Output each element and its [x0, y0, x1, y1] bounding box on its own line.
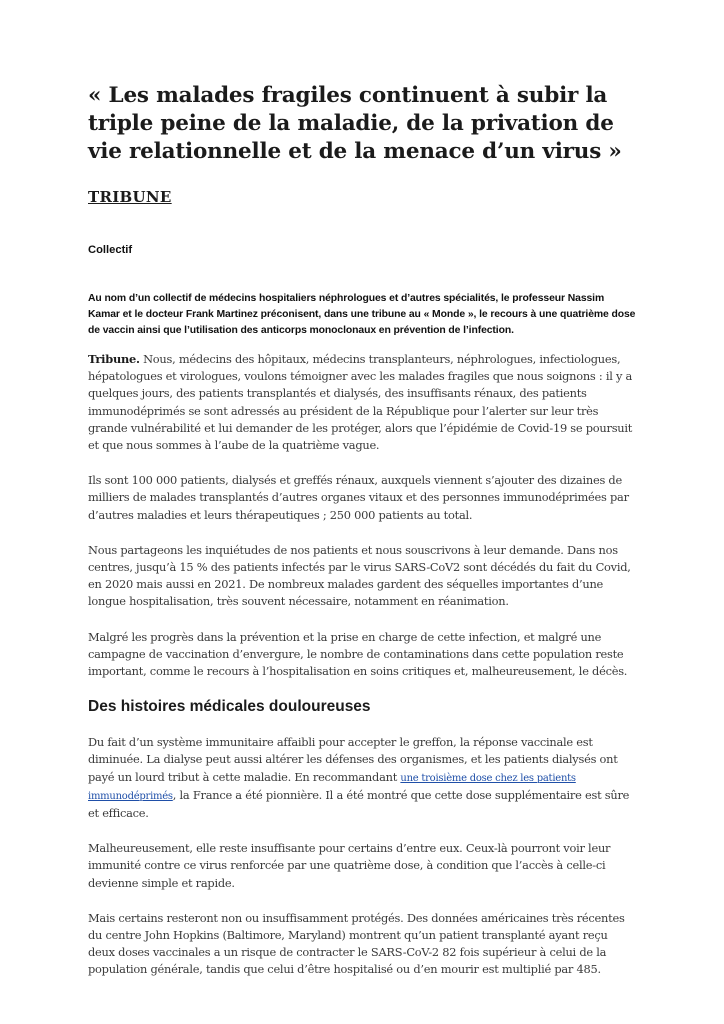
paragraph-1 — [88, 351, 636, 454]
paragraph-5-after: , la France a été pionnière. Il a été montré que cette dose supplémentaire est sûre et efficace. — [88, 787, 630, 821]
category-label: TRIBUNE — [88, 188, 172, 206]
paragraph-4: Malgré les progrès dans la prévention et la prise en charge de cette infection, et malgré une campagne de vaccination d’envergure, le nombre de contaminations dans cette population reste important, comme le recours à l’hospitalisation en soins critiques et, malheureusement, le décès. — [88, 629, 628, 679]
paragraph-1-tag: Tribune. — [88, 352, 140, 366]
paragraph-7: Mais certains resteront non ou insuffisamment protégés. Des données américaines très récentes du centre John Hopkins (Baltimore, Maryland) montrent qu’un patient transplanté ayant reçu deux doses vaccinales a un risque de contracter le SARS-CoV-2 82 fois supérieur à celui de la population générale, tandis que celui d’être hospitalisé ou d’en mourir est multiplié par 485. — [88, 910, 625, 977]
paragraph-5 — [88, 734, 636, 822]
author-line: Collectif — [88, 244, 133, 256]
article-title: « Les malades fragiles continuent à subir la triple peine de la maladie, de la privation de vie relationnelle et de la menace d’un virus » — [88, 83, 622, 164]
section-subheading: Des histoires médicales douloureuses — [88, 698, 371, 716]
paragraph-3: Nous partageons les inquiétudes de nos patients et nous souscrivons à leur demande. Dans nos centres, jusqu’à 15 % des patients infectés par le virus SARS-CoV2 sont décédés du fait du Covid, en 2020 mais aussi en 2021. De nombreux malades gardent des séquelles importantes d’une longue hospitalisation, très souvent nécessaire, notamment en réanimation. — [88, 542, 631, 609]
paragraph-5-before: Du fait d’un système immunitaire affaibli pour accepter le greffon, la réponse vaccinale est diminuée. La dialyse peut aussi altérer les défenses des organismes, et les patients dialysés ont payé un lourd tribut à cette maladie. En recommandant — [88, 735, 618, 784]
third-dose-link[interactable]: une troisième dose chez les patients immunodéprimés — [88, 772, 576, 802]
paragraph-6: Malheureusement, elle reste insuffisante pour certains d’entre eux. Ceux-là pourront voir leur immunité contre ce virus renforcée par une quatrième dose, à condition que l’accès à celle-ci devienne simple et rapide. — [88, 841, 611, 890]
article-lead: Au nom d’un collectif de médecins hospitaliers néphrologues et d’autres spécialités, le professeur Nassim Kamar et le docteur Frank Martinez préconisent, dans une tribune au « Monde », le recours à une quatrième dose de vaccin ainsi que l’utilisation des anticorps monoclonaux en prévention de l’infection. — [88, 293, 636, 336]
paragraph-1-text: Nous, médecins des hôpitaux, médecins transplanteurs, néphrologues, infectiologues, hépatologues et virologues, voulons témoigner avec les malades fragiles que nous soignons : il y a quelques jours, des patients transplantés et dialysés, des insuffisants rénaux, des patients immunodéprimés se sont adressés au président de la République pour l’alerter sur leur très grande vulnérabilité et lui demander de les protéger, alors que l’épidémie de Covid-19 se poursuit et que nous sommes à l’aube de la quatrième vague. — [88, 352, 633, 453]
paragraph-2: Ils sont 100 000 patients, dialysés et greffés rénaux, auxquels viennent s’ajouter des dizaines de milliers de malades transplantés d’autres organes vitaux et des personnes immunodéprimées par d’autres maladies et leurs thérapeutiques ; 250 000 patients au total. — [88, 473, 629, 522]
